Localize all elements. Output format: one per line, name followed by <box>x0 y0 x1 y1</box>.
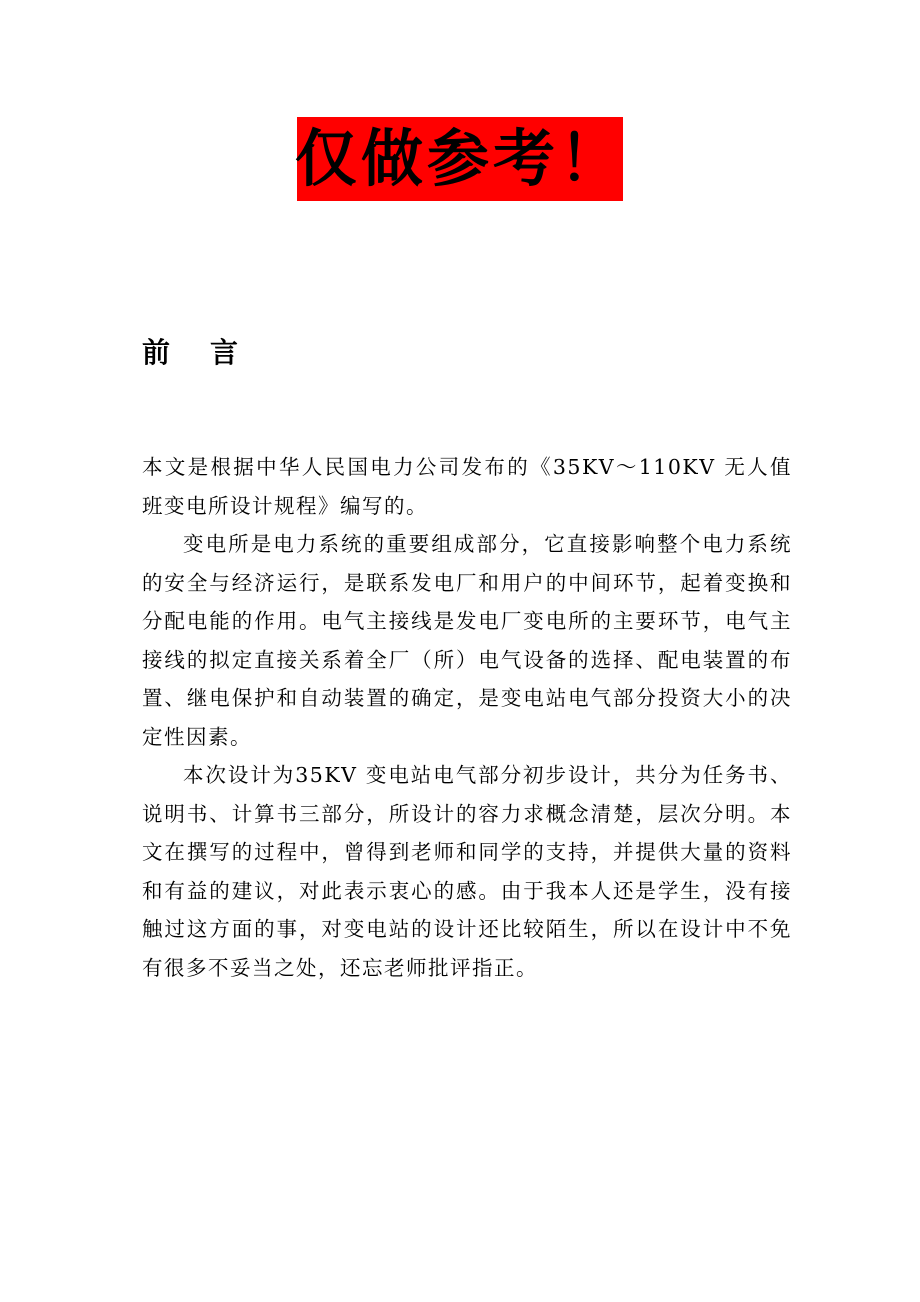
preface-body <box>142 448 792 987</box>
preface-heading: 前言 <box>142 336 279 369</box>
paragraph-intro: 本文是根据中华人民国电力公司发布的《35KV～110KV 无人值班变电所设计规程》编写的。 <box>142 455 792 518</box>
paragraph-substation: 变电所是电力系统的重要组成部分，它直接影响整个电力系统的安全与经济运行，是联系发电厂和用户的中间环节，起着变换和分配电能的作用。电气主接线是发电厂变电所的主要环节，电气主接线的拟定直接关系着全厂（所）电气设备的选择、配电装置的布置、继电保护和自动装置的确定，是变电站电气部分投资大小的决定性因素。 <box>142 532 792 749</box>
banner-text: 仅做参考！ <box>295 122 626 195</box>
reference-only-banner <box>295 117 626 201</box>
paragraph-design: 本次设计为35KV 变电站电气部分初步设计，共分为任务书、说明书、计算书三部分，所设计的容力求概念清楚，层次分明。本文在撰写的过程中，曾得到老师和同学的支持，并提供大量的资料和有益的建议，对此表示衷心的感。由于我本人还是学生，没有接触过这方面的事，对变电站的设计还比较陌生，所以在设计中不免有很多不妥当之处，还忘老师批评指正。 <box>142 763 792 980</box>
